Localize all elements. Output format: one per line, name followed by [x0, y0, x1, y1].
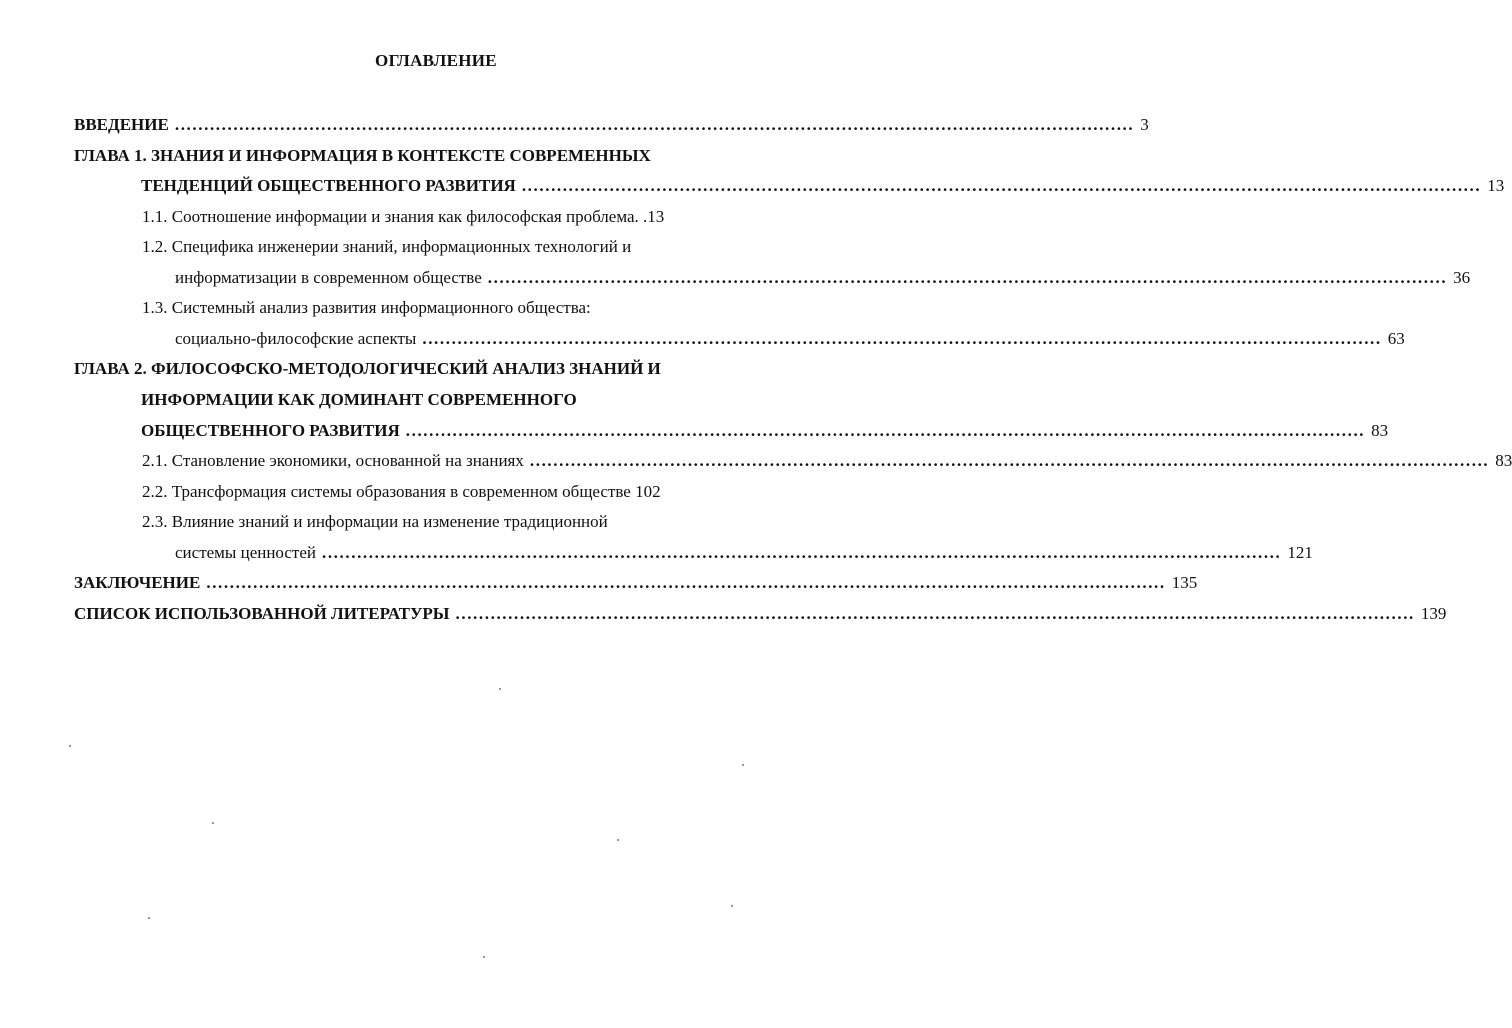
toc-entry-label: 2.1. Становление экономики, основанной на знаниях [142, 451, 524, 470]
toc-entry-label: ТЕНДЕНЦИЙ ОБЩЕСТВЕННОГО РАЗВИТИЯ [141, 176, 516, 195]
scan-speck [617, 839, 619, 841]
dot-leader: .................................................................................................................................................................... [529, 451, 1490, 470]
toc-section-2-3-line1[interactable]: 2.3. Влияние знаний и информации на изменение традиционной [142, 512, 608, 531]
toc-chapter-1-line1[interactable]: ГЛАВА 1. ЗНАНИЯ И ИНФОРМАЦИЯ В КОНТЕКСТЕ СОВРЕМЕННЫХ [74, 146, 651, 165]
toc-page-number: 36 [1453, 268, 1471, 287]
dot-leader: .................................................................................................................................................................... [174, 115, 1135, 134]
dot-leader: .................................................................................................................................................................... [422, 329, 1382, 348]
toc-entry-references[interactable] [74, 603, 1447, 625]
toc-chapter-2-line2[interactable]: ИНФОРМАЦИИ КАК ДОМИНАНТ СОВРЕМЕННОГО [141, 390, 577, 409]
toc-section-2-3-line2[interactable] [175, 542, 1313, 564]
toc-section-2-2[interactable]: 2.2. Трансформация системы образования в современном обществе 102 [142, 482, 661, 501]
toc-chapter-2-line3[interactable] [141, 420, 1389, 442]
toc-entry-label: ЗАКЛЮЧЕНИЕ [74, 573, 201, 592]
toc-section-1-3-line1[interactable]: 1.3. Системный анализ развития информационного общества: [142, 298, 591, 317]
toc-page-number: 135 [1171, 573, 1198, 592]
toc-chapter-1-line2[interactable] [141, 175, 1505, 197]
scan-speck [742, 764, 744, 766]
toc-entry-label: системы ценностей [175, 543, 316, 562]
toc-page-number: 83 [1495, 451, 1512, 470]
toc-page-number: 3 [1140, 115, 1149, 134]
scan-speck [731, 905, 733, 907]
page-title: ОГЛАВЛЕНИЕ [375, 51, 497, 70]
toc-section-1-2-line1[interactable]: 1.2. Специфика инженерии знаний, информационных технологий и [142, 237, 632, 256]
dot-leader: .................................................................................................................................................................... [321, 543, 1282, 562]
toc-entry-introduction[interactable] [74, 114, 1149, 136]
toc-entry-label: информатизации в современном обществе [175, 268, 482, 287]
toc-section-1-2-line2[interactable] [175, 267, 1471, 289]
toc-page-number: 83 [1371, 421, 1389, 440]
toc-page-number: 13 [1487, 176, 1505, 195]
scan-speck [483, 956, 485, 958]
scan-speck [212, 822, 214, 824]
toc-section-1-1[interactable]: 1.1. Соотношение информации и знания как философская проблема. .13 [142, 207, 665, 226]
toc-page-number: 139 [1420, 604, 1447, 623]
toc-page-number: 63 [1387, 329, 1405, 348]
dot-leader: .................................................................................................................................................................... [206, 573, 1166, 592]
dot-leader: .................................................................................................................................................................... [521, 176, 1482, 195]
scan-speck [69, 745, 71, 747]
dot-leader: .................................................................................................................................................................... [455, 604, 1415, 623]
scan-speck [148, 917, 150, 919]
toc-chapter-2-line1[interactable]: ГЛАВА 2. ФИЛОСОФСКО-МЕТОДОЛОГИЧЕСКИЙ АНАЛИЗ ЗНАНИЙ И [74, 359, 661, 378]
scan-speck [499, 688, 501, 690]
dot-leader: .................................................................................................................................................................... [405, 421, 1366, 440]
toc-entry-label: ВВЕДЕНИЕ [74, 115, 169, 134]
toc-section-1-3-line2[interactable] [175, 328, 1405, 350]
toc-page-number: 121 [1287, 543, 1313, 562]
toc-entry-conclusion[interactable] [74, 572, 1198, 594]
toc-entry-label: СПИСОК ИСПОЛЬЗОВАННОЙ ЛИТЕРАТУРЫ [74, 604, 450, 623]
toc-entry-label: социально-философские аспекты [175, 329, 417, 348]
toc-section-2-1[interactable] [142, 450, 1512, 472]
toc-entry-label: ОБЩЕСТВЕННОГО РАЗВИТИЯ [141, 421, 400, 440]
dot-leader: .................................................................................................................................................................... [487, 268, 1448, 287]
